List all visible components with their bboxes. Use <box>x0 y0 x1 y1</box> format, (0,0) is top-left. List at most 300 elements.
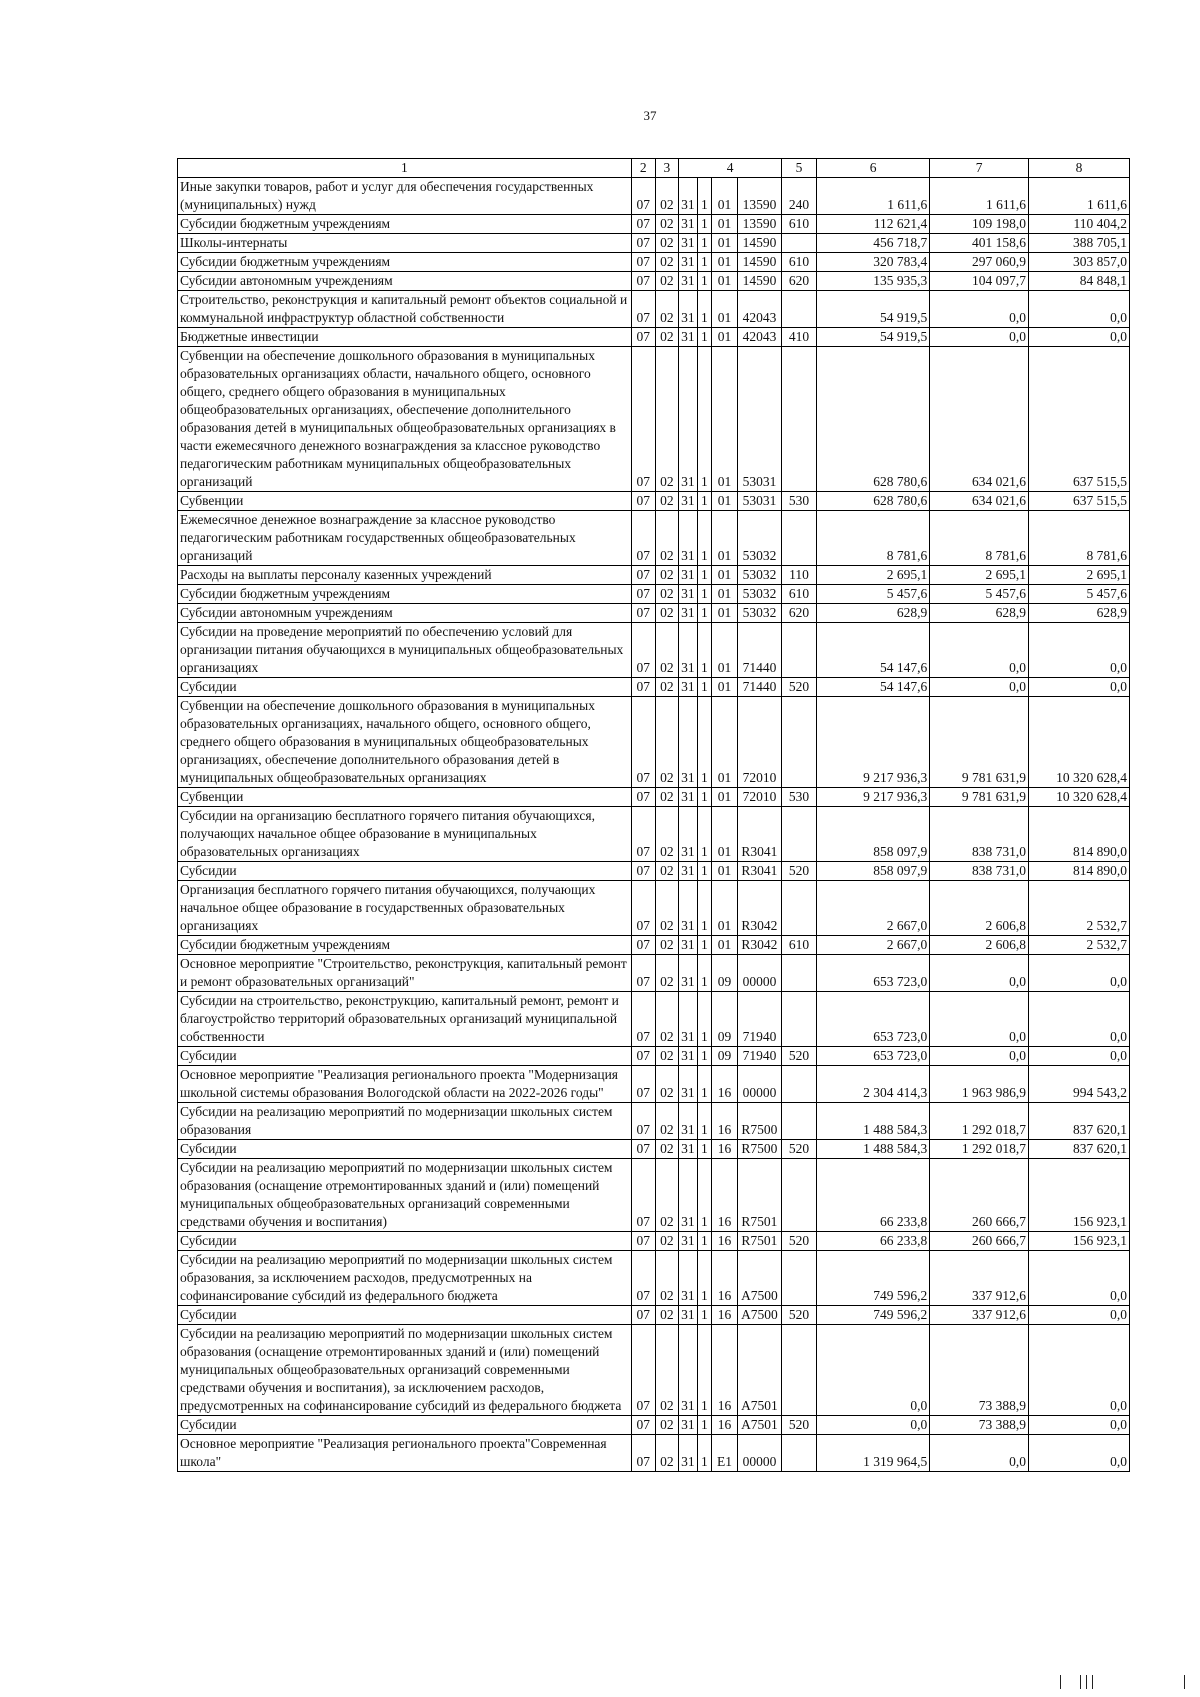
col6-amount: 135 935,3 <box>817 272 930 291</box>
col7-amount: 73 388,9 <box>930 1325 1029 1416</box>
col5-expense-type: 520 <box>782 1232 817 1251</box>
col3-subsection: 02 <box>655 1140 679 1159</box>
col3-subsection: 02 <box>655 1325 679 1416</box>
code-program: 31 <box>679 788 698 807</box>
code-direction: R7500 <box>737 1103 781 1140</box>
col7-amount: 260 666,7 <box>930 1232 1029 1251</box>
col3-subsection: 02 <box>655 272 679 291</box>
code-program: 31 <box>679 1306 698 1325</box>
col6-amount: 456 718,7 <box>817 234 930 253</box>
code-event: 16 <box>712 1140 738 1159</box>
col3-subsection: 02 <box>655 1416 679 1435</box>
col5-expense-type <box>782 1103 817 1140</box>
col3-subsection: 02 <box>655 1435 679 1472</box>
col3-subsection: 02 <box>655 697 679 788</box>
col5-expense-type: 610 <box>782 936 817 955</box>
col2-section: 07 <box>631 1159 655 1232</box>
col2-section: 07 <box>631 1066 655 1103</box>
col6-amount: 9 217 936,3 <box>817 788 930 807</box>
code-subprogram: 1 <box>697 788 711 807</box>
table-row <box>178 1306 1130 1325</box>
code-program: 31 <box>679 697 698 788</box>
code-event: 16 <box>712 1159 738 1232</box>
code-event: 01 <box>712 697 738 788</box>
header-col-6: 6 <box>817 159 930 178</box>
code-subprogram: 1 <box>697 585 711 604</box>
col6-amount: 2 667,0 <box>817 881 930 936</box>
code-subprogram: 1 <box>697 604 711 623</box>
col2-section: 07 <box>631 566 655 585</box>
code-event: 01 <box>712 807 738 862</box>
table-row <box>178 623 1130 678</box>
row-name: Субсидии бюджетным учреждениям <box>178 215 632 234</box>
col5-expense-type <box>782 234 817 253</box>
code-program: 31 <box>679 566 698 585</box>
col5-expense-type: 620 <box>782 272 817 291</box>
code-subprogram: 1 <box>697 1435 711 1472</box>
code-subprogram: 1 <box>697 1066 711 1103</box>
col6-amount: 1 488 584,3 <box>817 1103 930 1140</box>
table-row <box>178 955 1130 992</box>
row-name: Основное мероприятие "Реализация регионального проекта "Модернизация школьной системы образования Вологодской области на 2022-2026 годы" <box>178 1066 632 1103</box>
table-row <box>178 881 1130 936</box>
col5-expense-type <box>782 955 817 992</box>
row-name: Субсидии <box>178 678 632 697</box>
code-event: 01 <box>712 678 738 697</box>
row-name: Строительство, реконструкция и капитальный ремонт объектов социальной и коммунальной инфраструктур областной собственности <box>178 291 632 328</box>
col6-amount: 858 097,9 <box>817 862 930 881</box>
col2-section: 07 <box>631 492 655 511</box>
col7-amount: 2 695,1 <box>930 566 1029 585</box>
col7-amount: 1 611,6 <box>930 178 1029 215</box>
col8-amount: 110 404,2 <box>1029 215 1130 234</box>
code-subprogram: 1 <box>697 1325 711 1416</box>
row-name: Школы-интернаты <box>178 234 632 253</box>
col2-section: 07 <box>631 623 655 678</box>
col8-amount: 156 923,1 <box>1029 1232 1130 1251</box>
margin-mark <box>1086 1675 1087 1689</box>
code-program: 31 <box>679 1232 698 1251</box>
col7-amount: 9 781 631,9 <box>930 697 1029 788</box>
code-event: 01 <box>712 881 738 936</box>
col6-amount: 112 621,4 <box>817 215 930 234</box>
col6-amount: 1 611,6 <box>817 178 930 215</box>
table-row <box>178 807 1130 862</box>
col6-amount: 628 780,6 <box>817 492 930 511</box>
code-program: 31 <box>679 604 698 623</box>
code-program: 31 <box>679 215 698 234</box>
col6-amount: 653 723,0 <box>817 992 930 1047</box>
table-row <box>178 511 1130 566</box>
table-row <box>178 234 1130 253</box>
code-subprogram: 1 <box>697 1103 711 1140</box>
col8-amount: 5 457,6 <box>1029 585 1130 604</box>
row-name: Субсидии <box>178 1047 632 1066</box>
code-event: E1 <box>712 1435 738 1472</box>
row-name: Основное мероприятие "Реализация регионального проекта"Современная школа" <box>178 1435 632 1472</box>
table-row <box>178 1325 1130 1416</box>
col2-section: 07 <box>631 1140 655 1159</box>
code-direction: 13590 <box>737 178 781 215</box>
col6-amount: 54 147,6 <box>817 623 930 678</box>
col2-section: 07 <box>631 1251 655 1306</box>
col6-amount: 9 217 936,3 <box>817 697 930 788</box>
code-program: 31 <box>679 1047 698 1066</box>
col3-subsection: 02 <box>655 1251 679 1306</box>
col2-section: 07 <box>631 1306 655 1325</box>
col3-subsection: 02 <box>655 955 679 992</box>
code-direction: 00000 <box>737 1066 781 1103</box>
table-row <box>178 992 1130 1047</box>
col6-amount: 2 695,1 <box>817 566 930 585</box>
col6-amount: 653 723,0 <box>817 955 930 992</box>
col7-amount: 260 666,7 <box>930 1159 1029 1232</box>
code-subprogram: 1 <box>697 955 711 992</box>
col8-amount: 0,0 <box>1029 1416 1130 1435</box>
col8-amount: 0,0 <box>1029 955 1130 992</box>
col2-section: 07 <box>631 1416 655 1435</box>
header-col-4: 4 <box>679 159 782 178</box>
code-program: 31 <box>679 678 698 697</box>
col2-section: 07 <box>631 347 655 492</box>
code-direction: 14590 <box>737 253 781 272</box>
col8-amount: 1 611,6 <box>1029 178 1130 215</box>
code-subprogram: 1 <box>697 678 711 697</box>
col5-expense-type: 530 <box>782 492 817 511</box>
col3-subsection: 02 <box>655 347 679 492</box>
col5-expense-type: 410 <box>782 328 817 347</box>
col8-amount: 8 781,6 <box>1029 511 1130 566</box>
code-direction: 71940 <box>737 1047 781 1066</box>
col6-amount: 628,9 <box>817 604 930 623</box>
col7-amount: 104 097,7 <box>930 272 1029 291</box>
col8-amount: 10 320 628,4 <box>1029 697 1130 788</box>
col3-subsection: 02 <box>655 862 679 881</box>
code-program: 31 <box>679 1251 698 1306</box>
code-event: 01 <box>712 178 738 215</box>
margin-mark <box>1184 1675 1185 1689</box>
code-program: 31 <box>679 862 698 881</box>
col6-amount: 2 304 414,3 <box>817 1066 930 1103</box>
col3-subsection: 02 <box>655 1159 679 1232</box>
col3-subsection: 02 <box>655 178 679 215</box>
col2-section: 07 <box>631 1047 655 1066</box>
row-name: Субсидии на реализацию мероприятий по модернизации школьных систем образования (оснащение отремонтированных зданий и (или) помещений муниципальных общеобразовательных организаций современными средствами обучения и воспитания) <box>178 1159 632 1232</box>
code-event: 01 <box>712 291 738 328</box>
row-name: Субсидии <box>178 862 632 881</box>
col5-expense-type: 520 <box>782 678 817 697</box>
col6-amount: 54 919,5 <box>817 328 930 347</box>
code-event: 01 <box>712 492 738 511</box>
code-event: 16 <box>712 1325 738 1416</box>
col5-expense-type: 610 <box>782 253 817 272</box>
col7-amount: 109 198,0 <box>930 215 1029 234</box>
code-program: 31 <box>679 178 698 215</box>
col6-amount: 54 147,6 <box>817 678 930 697</box>
col8-amount: 0,0 <box>1029 678 1130 697</box>
col2-section: 07 <box>631 678 655 697</box>
col3-subsection: 02 <box>655 678 679 697</box>
table-row <box>178 1066 1130 1103</box>
code-direction: R3041 <box>737 862 781 881</box>
code-direction: 00000 <box>737 1435 781 1472</box>
col8-amount: 2 532,7 <box>1029 881 1130 936</box>
code-subprogram: 1 <box>697 272 711 291</box>
code-program: 31 <box>679 807 698 862</box>
col5-expense-type <box>782 291 817 328</box>
col3-subsection: 02 <box>655 881 679 936</box>
code-event: 01 <box>712 936 738 955</box>
col2-section: 07 <box>631 178 655 215</box>
table-row <box>178 178 1130 215</box>
code-event: 01 <box>712 862 738 881</box>
code-direction: R7501 <box>737 1232 781 1251</box>
col6-amount: 54 919,5 <box>817 291 930 328</box>
col3-subsection: 02 <box>655 234 679 253</box>
header-col-5: 5 <box>782 159 817 178</box>
code-subprogram: 1 <box>697 347 711 492</box>
table-row <box>178 1416 1130 1435</box>
table-row <box>178 1047 1130 1066</box>
col6-amount: 320 783,4 <box>817 253 930 272</box>
col7-amount: 628,9 <box>930 604 1029 623</box>
row-name: Основное мероприятие "Строительство, реконструкция, капитальный ремонт и ремонт образовательных организаций" <box>178 955 632 992</box>
row-name: Субсидии на реализацию мероприятий по модернизации школьных систем образования <box>178 1103 632 1140</box>
col7-amount: 1 963 986,9 <box>930 1066 1029 1103</box>
col3-subsection: 02 <box>655 1066 679 1103</box>
row-name: Субвенции на обеспечение дошкольного образования в муниципальных образовательных организациях области, начального общего, основного общего, среднего общего образования в муниципальных общеобразовательных организациях, обеспечение дополнительного образования детей в муниципальных общеобразовательных организациях в части ежемесячного денежного вознаграждения за классное руководство педагогическим работникам муниципальных общеобразовательных организаций <box>178 347 632 492</box>
col5-expense-type <box>782 347 817 492</box>
col7-amount: 0,0 <box>930 328 1029 347</box>
col3-subsection: 02 <box>655 1103 679 1140</box>
row-name: Бюджетные инвестиции <box>178 328 632 347</box>
col2-section: 07 <box>631 291 655 328</box>
col8-amount: 303 857,0 <box>1029 253 1130 272</box>
col6-amount: 749 596,2 <box>817 1251 930 1306</box>
col8-amount: 0,0 <box>1029 1325 1130 1416</box>
col5-expense-type: 620 <box>782 604 817 623</box>
code-program: 31 <box>679 623 698 678</box>
code-event: 16 <box>712 1103 738 1140</box>
code-event: 16 <box>712 1232 738 1251</box>
row-name: Субсидии <box>178 1232 632 1251</box>
col8-amount: 637 515,5 <box>1029 347 1130 492</box>
code-subprogram: 1 <box>697 1140 711 1159</box>
code-subprogram: 1 <box>697 881 711 936</box>
col8-amount: 0,0 <box>1029 1047 1130 1066</box>
code-event: 01 <box>712 788 738 807</box>
col3-subsection: 02 <box>655 936 679 955</box>
code-subprogram: 1 <box>697 215 711 234</box>
row-name: Субсидии <box>178 1140 632 1159</box>
col3-subsection: 02 <box>655 1306 679 1325</box>
col3-subsection: 02 <box>655 253 679 272</box>
table-row <box>178 678 1130 697</box>
table-row <box>178 862 1130 881</box>
col3-subsection: 02 <box>655 511 679 566</box>
header-col-7: 7 <box>930 159 1029 178</box>
code-program: 31 <box>679 291 698 328</box>
header-col-3: 3 <box>655 159 679 178</box>
code-subprogram: 1 <box>697 1251 711 1306</box>
col8-amount: 388 705,1 <box>1029 234 1130 253</box>
col6-amount: 653 723,0 <box>817 1047 930 1066</box>
code-program: 31 <box>679 234 698 253</box>
code-direction: 42043 <box>737 328 781 347</box>
col5-expense-type <box>782 807 817 862</box>
col2-section: 07 <box>631 215 655 234</box>
code-program: 31 <box>679 492 698 511</box>
code-direction: 71440 <box>737 678 781 697</box>
col7-amount: 0,0 <box>930 623 1029 678</box>
col5-expense-type <box>782 992 817 1047</box>
col6-amount: 5 457,6 <box>817 585 930 604</box>
col3-subsection: 02 <box>655 328 679 347</box>
row-name: Субсидии на строительство, реконструкцию, капитальный ремонт, ремонт и благоустройство территорий образовательных организаций муниципальной собственности <box>178 992 632 1047</box>
code-direction: 72010 <box>737 697 781 788</box>
col7-amount: 401 158,6 <box>930 234 1029 253</box>
col6-amount: 1 488 584,3 <box>817 1140 930 1159</box>
col2-section: 07 <box>631 234 655 253</box>
header-col-8: 8 <box>1029 159 1130 178</box>
col7-amount: 0,0 <box>930 291 1029 328</box>
code-direction: R3042 <box>737 881 781 936</box>
code-subprogram: 1 <box>697 1159 711 1232</box>
code-program: 31 <box>679 1435 698 1472</box>
col5-expense-type <box>782 1159 817 1232</box>
table-row <box>178 1140 1130 1159</box>
table-row <box>178 697 1130 788</box>
code-event: 01 <box>712 215 738 234</box>
table-row <box>178 253 1130 272</box>
col7-amount: 2 606,8 <box>930 936 1029 955</box>
code-direction: A7501 <box>737 1416 781 1435</box>
col7-amount: 0,0 <box>930 678 1029 697</box>
code-direction: 71940 <box>737 992 781 1047</box>
col6-amount: 0,0 <box>817 1325 930 1416</box>
code-event: 01 <box>712 566 738 585</box>
col6-amount: 858 097,9 <box>817 807 930 862</box>
code-program: 31 <box>679 347 698 492</box>
code-program: 31 <box>679 955 698 992</box>
code-subprogram: 1 <box>697 862 711 881</box>
code-event: 09 <box>712 1047 738 1066</box>
code-subprogram: 1 <box>697 178 711 215</box>
col8-amount: 0,0 <box>1029 623 1130 678</box>
code-direction: 53032 <box>737 585 781 604</box>
col7-amount: 1 292 018,7 <box>930 1103 1029 1140</box>
col6-amount: 628 780,6 <box>817 347 930 492</box>
col5-expense-type: 520 <box>782 1306 817 1325</box>
code-event: 01 <box>712 347 738 492</box>
code-event: 16 <box>712 1251 738 1306</box>
col8-amount: 0,0 <box>1029 1435 1130 1472</box>
code-event: 16 <box>712 1306 738 1325</box>
code-subprogram: 1 <box>697 253 711 272</box>
col2-section: 07 <box>631 328 655 347</box>
col2-section: 07 <box>631 272 655 291</box>
code-subprogram: 1 <box>697 623 711 678</box>
code-subprogram: 1 <box>697 807 711 862</box>
table-body <box>178 178 1130 1472</box>
col3-subsection: 02 <box>655 623 679 678</box>
col7-amount: 9 781 631,9 <box>930 788 1029 807</box>
col8-amount: 84 848,1 <box>1029 272 1130 291</box>
col7-amount: 838 731,0 <box>930 807 1029 862</box>
col8-amount: 0,0 <box>1029 1306 1130 1325</box>
row-name: Расходы на выплаты персоналу казенных учреждений <box>178 566 632 585</box>
col5-expense-type <box>782 1066 817 1103</box>
code-direction: 14590 <box>737 272 781 291</box>
col8-amount: 994 543,2 <box>1029 1066 1130 1103</box>
margin-mark <box>1080 1675 1081 1689</box>
code-direction: A7500 <box>737 1251 781 1306</box>
col3-subsection: 02 <box>655 788 679 807</box>
code-subprogram: 1 <box>697 1416 711 1435</box>
code-direction: 53031 <box>737 492 781 511</box>
code-program: 31 <box>679 881 698 936</box>
table-row <box>178 1232 1130 1251</box>
col5-expense-type: 520 <box>782 1047 817 1066</box>
code-direction: A7500 <box>737 1306 781 1325</box>
code-direction: 53032 <box>737 566 781 585</box>
col5-expense-type: 110 <box>782 566 817 585</box>
code-subprogram: 1 <box>697 1306 711 1325</box>
col6-amount: 66 233,8 <box>817 1232 930 1251</box>
code-program: 31 <box>679 511 698 566</box>
row-name: Субвенции на обеспечение дошкольного образования в муниципальных образовательных организациях, начального общего, основного общего, среднего общего образования в муниципальных общеобразовательных организациях, обеспечение дополнительного образования детей в муниципальных общеобразовательных организациях <box>178 697 632 788</box>
row-name: Субсидии на реализацию мероприятий по модернизации школьных систем образования, за исключением расходов, предусмотренных на софинансирование субсидий из федерального бюджета <box>178 1251 632 1306</box>
col7-amount: 0,0 <box>930 955 1029 992</box>
table-row <box>178 566 1130 585</box>
col2-section: 07 <box>631 604 655 623</box>
page-number: 37 <box>643 108 657 123</box>
col6-amount: 8 781,6 <box>817 511 930 566</box>
col2-section: 07 <box>631 253 655 272</box>
col3-subsection: 02 <box>655 1232 679 1251</box>
table-row <box>178 492 1130 511</box>
code-subprogram: 1 <box>697 492 711 511</box>
code-event: 09 <box>712 992 738 1047</box>
row-name: Субсидии автономным учреждениям <box>178 604 632 623</box>
table-row <box>178 291 1130 328</box>
col3-subsection: 02 <box>655 566 679 585</box>
col7-amount: 0,0 <box>930 1435 1029 1472</box>
code-program: 31 <box>679 1103 698 1140</box>
col6-amount: 2 667,0 <box>817 936 930 955</box>
table-row <box>178 328 1130 347</box>
code-subprogram: 1 <box>697 936 711 955</box>
col6-amount: 749 596,2 <box>817 1306 930 1325</box>
col6-amount: 0,0 <box>817 1416 930 1435</box>
code-subprogram: 1 <box>697 697 711 788</box>
col8-amount: 10 320 628,4 <box>1029 788 1130 807</box>
code-direction: 14590 <box>737 234 781 253</box>
col8-amount: 2 695,1 <box>1029 566 1130 585</box>
col5-expense-type <box>782 881 817 936</box>
col5-expense-type <box>782 697 817 788</box>
code-subprogram: 1 <box>697 566 711 585</box>
col7-amount: 838 731,0 <box>930 862 1029 881</box>
table-header <box>178 159 1130 178</box>
row-name: Иные закупки товаров, работ и услуг для обеспечения государственных (муниципальных) нужд <box>178 178 632 215</box>
code-program: 31 <box>679 1325 698 1416</box>
table-row <box>178 1159 1130 1232</box>
col8-amount: 0,0 <box>1029 291 1130 328</box>
col2-section: 07 <box>631 992 655 1047</box>
col7-amount: 0,0 <box>930 992 1029 1047</box>
col2-section: 07 <box>631 807 655 862</box>
